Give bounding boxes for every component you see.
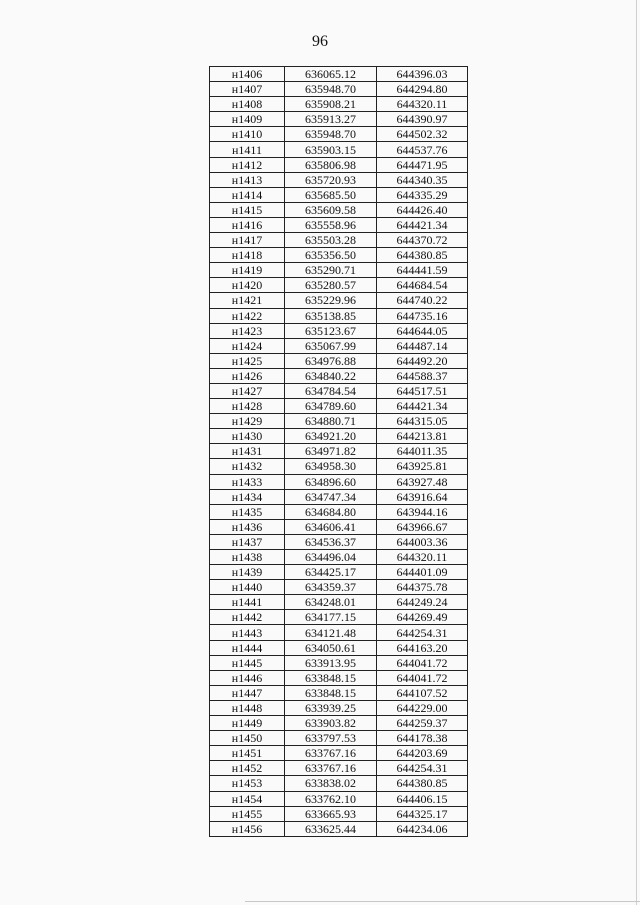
- y-coordinate-cell: 644203.69: [377, 746, 468, 761]
- y-coordinate-cell: 644335.29: [377, 187, 468, 202]
- point-id-cell: н1449: [210, 716, 285, 731]
- x-coordinate-cell: 633797.53: [285, 731, 377, 746]
- table-row: [210, 640, 468, 655]
- x-coordinate-cell: 635138.85: [285, 308, 377, 323]
- x-coordinate-cell: 635356.50: [285, 248, 377, 263]
- table-row: [210, 82, 468, 97]
- table-row: [210, 172, 468, 187]
- y-coordinate-cell: 644213.81: [377, 429, 468, 444]
- y-coordinate-cell: 644406.15: [377, 791, 468, 806]
- table-row: [210, 519, 468, 534]
- table-row: [210, 565, 468, 580]
- x-coordinate-cell: 634921.20: [285, 429, 377, 444]
- x-coordinate-cell: 635806.98: [285, 157, 377, 172]
- y-coordinate-cell: 644380.85: [377, 776, 468, 791]
- x-coordinate-cell: 633848.15: [285, 685, 377, 700]
- x-coordinate-cell: 634789.60: [285, 399, 377, 414]
- x-coordinate-cell: 633767.16: [285, 761, 377, 776]
- table-row: [210, 368, 468, 383]
- x-coordinate-cell: 635609.58: [285, 202, 377, 217]
- point-id-cell: н1424: [210, 338, 285, 353]
- point-id-cell: н1418: [210, 248, 285, 263]
- table-row: [210, 550, 468, 565]
- point-id-cell: н1431: [210, 444, 285, 459]
- table-row: [210, 353, 468, 368]
- x-coordinate-cell: 636065.12: [285, 67, 377, 82]
- table-row: [210, 67, 468, 82]
- table-row: [210, 429, 468, 444]
- x-coordinate-cell: 635903.15: [285, 142, 377, 157]
- y-coordinate-cell: 644735.16: [377, 308, 468, 323]
- y-coordinate-cell: 644537.76: [377, 142, 468, 157]
- y-coordinate-cell: 644163.20: [377, 640, 468, 655]
- table-row: [210, 157, 468, 172]
- y-coordinate-cell: 644294.80: [377, 82, 468, 97]
- point-id-cell: н1441: [210, 595, 285, 610]
- table-row: [210, 248, 468, 263]
- table-row: [210, 504, 468, 519]
- x-coordinate-cell: 635685.50: [285, 187, 377, 202]
- point-id-cell: н1448: [210, 700, 285, 715]
- point-id-cell: н1432: [210, 459, 285, 474]
- y-coordinate-cell: 643916.64: [377, 489, 468, 504]
- table-row: [210, 233, 468, 248]
- x-coordinate-cell: 634606.41: [285, 519, 377, 534]
- y-coordinate-cell: 644441.59: [377, 263, 468, 278]
- x-coordinate-cell: 634747.34: [285, 489, 377, 504]
- table-row: [210, 716, 468, 731]
- y-coordinate-cell: 644320.11: [377, 97, 468, 112]
- table-row: [210, 444, 468, 459]
- point-id-cell: н1427: [210, 383, 285, 398]
- x-coordinate-cell: 633903.82: [285, 716, 377, 731]
- x-coordinate-cell: 634121.48: [285, 625, 377, 640]
- point-id-cell: н1435: [210, 504, 285, 519]
- x-coordinate-cell: 633767.16: [285, 746, 377, 761]
- y-coordinate-cell: 644471.95: [377, 157, 468, 172]
- table-row: [210, 685, 468, 700]
- table-row: [210, 655, 468, 670]
- point-id-cell: н1447: [210, 685, 285, 700]
- y-coordinate-cell: 644249.24: [377, 595, 468, 610]
- table-row: [210, 308, 468, 323]
- x-coordinate-cell: 633665.93: [285, 806, 377, 821]
- y-coordinate-cell: 644517.51: [377, 383, 468, 398]
- table-row: [210, 776, 468, 791]
- point-id-cell: н1443: [210, 625, 285, 640]
- point-id-cell: н1417: [210, 233, 285, 248]
- y-coordinate-cell: 643927.48: [377, 474, 468, 489]
- coordinates-table: [209, 66, 468, 837]
- point-id-cell: н1410: [210, 127, 285, 142]
- table-row: [210, 112, 468, 127]
- point-id-cell: н1444: [210, 640, 285, 655]
- table-row: [210, 806, 468, 821]
- point-id-cell: н1429: [210, 414, 285, 429]
- table-row: [210, 610, 468, 625]
- y-coordinate-cell: 644375.78: [377, 580, 468, 595]
- x-coordinate-cell: 634177.15: [285, 610, 377, 625]
- x-coordinate-cell: 634840.22: [285, 368, 377, 383]
- point-id-cell: н1422: [210, 308, 285, 323]
- x-coordinate-cell: 635229.96: [285, 293, 377, 308]
- x-coordinate-cell: 635503.28: [285, 233, 377, 248]
- x-coordinate-cell: 635908.21: [285, 97, 377, 112]
- point-id-cell: н1426: [210, 368, 285, 383]
- x-coordinate-cell: 634359.37: [285, 580, 377, 595]
- table-row: [210, 127, 468, 142]
- point-id-cell: н1451: [210, 746, 285, 761]
- point-id-cell: н1416: [210, 217, 285, 232]
- x-coordinate-cell: 634050.61: [285, 640, 377, 655]
- x-coordinate-cell: 634536.37: [285, 534, 377, 549]
- y-coordinate-cell: 644254.31: [377, 761, 468, 776]
- y-coordinate-cell: 644421.34: [377, 217, 468, 232]
- table-row: [210, 142, 468, 157]
- y-coordinate-cell: 644401.09: [377, 565, 468, 580]
- y-coordinate-cell: 644320.11: [377, 550, 468, 565]
- x-coordinate-cell: 634958.30: [285, 459, 377, 474]
- x-coordinate-cell: 635720.93: [285, 172, 377, 187]
- point-id-cell: н1438: [210, 550, 285, 565]
- y-coordinate-cell: 644502.32: [377, 127, 468, 142]
- x-coordinate-cell: 633913.95: [285, 655, 377, 670]
- point-id-cell: н1411: [210, 142, 285, 157]
- table-row: [210, 700, 468, 715]
- point-id-cell: н1407: [210, 82, 285, 97]
- y-coordinate-cell: 644644.05: [377, 323, 468, 338]
- y-coordinate-cell: 644390.97: [377, 112, 468, 127]
- table-row: [210, 746, 468, 761]
- y-coordinate-cell: 644003.36: [377, 534, 468, 549]
- y-coordinate-cell: 643925.81: [377, 459, 468, 474]
- point-id-cell: н1434: [210, 489, 285, 504]
- table-row: [210, 293, 468, 308]
- point-id-cell: н1409: [210, 112, 285, 127]
- table-row: [210, 489, 468, 504]
- y-coordinate-cell: 644254.31: [377, 625, 468, 640]
- y-coordinate-cell: 644269.49: [377, 610, 468, 625]
- y-coordinate-cell: 644259.37: [377, 716, 468, 731]
- x-coordinate-cell: 633848.15: [285, 670, 377, 685]
- point-id-cell: н1439: [210, 565, 285, 580]
- x-coordinate-cell: 634425.17: [285, 565, 377, 580]
- point-id-cell: н1452: [210, 761, 285, 776]
- page-number: 96: [312, 33, 328, 50]
- x-coordinate-cell: 635558.96: [285, 217, 377, 232]
- x-coordinate-cell: 635913.27: [285, 112, 377, 127]
- y-coordinate-cell: 644421.34: [377, 399, 468, 414]
- table-row: [210, 534, 468, 549]
- y-coordinate-cell: 644315.05: [377, 414, 468, 429]
- table-row: [210, 383, 468, 398]
- point-id-cell: н1455: [210, 806, 285, 821]
- y-coordinate-cell: 644426.40: [377, 202, 468, 217]
- y-coordinate-cell: 644229.00: [377, 700, 468, 715]
- table-row: [210, 595, 468, 610]
- y-coordinate-cell: 644380.85: [377, 248, 468, 263]
- point-id-cell: н1419: [210, 263, 285, 278]
- y-coordinate-cell: 644178.38: [377, 731, 468, 746]
- y-coordinate-cell: 644107.52: [377, 685, 468, 700]
- x-coordinate-cell: 633762.10: [285, 791, 377, 806]
- point-id-cell: н1421: [210, 293, 285, 308]
- x-coordinate-cell: 635123.67: [285, 323, 377, 338]
- table-row: [210, 670, 468, 685]
- coordinates-table-body: [210, 67, 468, 837]
- table-row: [210, 263, 468, 278]
- y-coordinate-cell: 644234.06: [377, 821, 468, 836]
- point-id-cell: н1433: [210, 474, 285, 489]
- x-coordinate-cell: 634248.01: [285, 595, 377, 610]
- x-coordinate-cell: 635280.57: [285, 278, 377, 293]
- table-row: [210, 399, 468, 414]
- x-coordinate-cell: 634496.04: [285, 550, 377, 565]
- y-coordinate-cell: 644041.72: [377, 670, 468, 685]
- point-id-cell: н1440: [210, 580, 285, 595]
- x-coordinate-cell: 634971.82: [285, 444, 377, 459]
- table-row: [210, 217, 468, 232]
- point-id-cell: н1415: [210, 202, 285, 217]
- x-coordinate-cell: 634976.88: [285, 353, 377, 368]
- y-coordinate-cell: 644325.17: [377, 806, 468, 821]
- scan-edge-right: [636, 0, 637, 905]
- y-coordinate-cell: 644740.22: [377, 293, 468, 308]
- point-id-cell: н1437: [210, 534, 285, 549]
- table-row: [210, 791, 468, 806]
- y-coordinate-cell: 644370.72: [377, 233, 468, 248]
- point-id-cell: н1453: [210, 776, 285, 791]
- x-coordinate-cell: 635948.70: [285, 82, 377, 97]
- table-row: [210, 459, 468, 474]
- point-id-cell: н1413: [210, 172, 285, 187]
- table-row: [210, 474, 468, 489]
- y-coordinate-cell: 644041.72: [377, 655, 468, 670]
- table-row: [210, 414, 468, 429]
- point-id-cell: н1406: [210, 67, 285, 82]
- point-id-cell: н1430: [210, 429, 285, 444]
- point-id-cell: н1436: [210, 519, 285, 534]
- table-row: [210, 187, 468, 202]
- x-coordinate-cell: 634784.54: [285, 383, 377, 398]
- x-coordinate-cell: 634880.71: [285, 414, 377, 429]
- point-id-cell: н1442: [210, 610, 285, 625]
- table-row: [210, 278, 468, 293]
- x-coordinate-cell: 633838.02: [285, 776, 377, 791]
- point-id-cell: н1412: [210, 157, 285, 172]
- y-coordinate-cell: 643944.16: [377, 504, 468, 519]
- point-id-cell: н1423: [210, 323, 285, 338]
- y-coordinate-cell: 644492.20: [377, 353, 468, 368]
- x-coordinate-cell: 635948.70: [285, 127, 377, 142]
- table-row: [210, 625, 468, 640]
- table-row: [210, 323, 468, 338]
- y-coordinate-cell: 643966.67: [377, 519, 468, 534]
- point-id-cell: н1414: [210, 187, 285, 202]
- x-coordinate-cell: 634684.80: [285, 504, 377, 519]
- point-id-cell: н1428: [210, 399, 285, 414]
- table-row: [210, 731, 468, 746]
- y-coordinate-cell: 644396.03: [377, 67, 468, 82]
- table-row: [210, 97, 468, 112]
- point-id-cell: н1456: [210, 821, 285, 836]
- point-id-cell: н1425: [210, 353, 285, 368]
- table-row: [210, 580, 468, 595]
- x-coordinate-cell: 633939.25: [285, 700, 377, 715]
- x-coordinate-cell: 635067.99: [285, 338, 377, 353]
- y-coordinate-cell: 644340.35: [377, 172, 468, 187]
- y-coordinate-cell: 644011.35: [377, 444, 468, 459]
- x-coordinate-cell: 633625.44: [285, 821, 377, 836]
- table-row: [210, 338, 468, 353]
- table-row: [210, 202, 468, 217]
- point-id-cell: н1408: [210, 97, 285, 112]
- y-coordinate-cell: 644684.54: [377, 278, 468, 293]
- y-coordinate-cell: 644487.14: [377, 338, 468, 353]
- x-coordinate-cell: 635290.71: [285, 263, 377, 278]
- y-coordinate-cell: 644588.37: [377, 368, 468, 383]
- table-row: [210, 821, 468, 836]
- x-coordinate-cell: 634896.60: [285, 474, 377, 489]
- point-id-cell: н1445: [210, 655, 285, 670]
- table-row: [210, 761, 468, 776]
- scan-edge-bottom: [245, 901, 640, 902]
- point-id-cell: н1454: [210, 791, 285, 806]
- point-id-cell: н1450: [210, 731, 285, 746]
- point-id-cell: н1446: [210, 670, 285, 685]
- point-id-cell: н1420: [210, 278, 285, 293]
